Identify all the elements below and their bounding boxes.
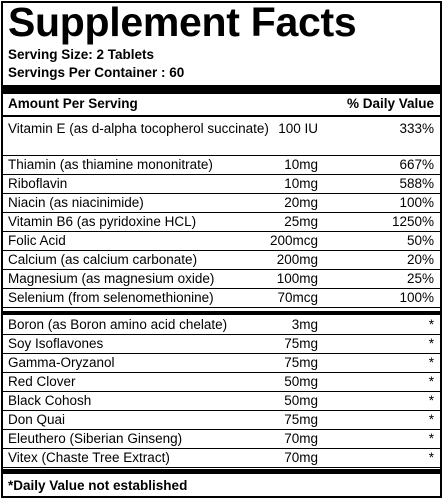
ingredient-amount: 50mg xyxy=(284,374,318,389)
ingredient-name: Gamma-Oryzanol xyxy=(8,355,115,370)
ingredient-daily-value: 1250% xyxy=(391,214,434,229)
header-divider xyxy=(3,115,440,117)
ingredient-daily-value: 667% xyxy=(399,157,434,172)
ingredient-name: Eleuthero (Siberian Ginseng) xyxy=(8,431,183,446)
ingredient-daily-value: 50% xyxy=(406,233,434,248)
ingredient-amount: 50mg xyxy=(284,393,318,408)
ingredient-amount: 10mg xyxy=(284,176,318,191)
table-row xyxy=(3,316,440,335)
ingredient-name: Calcium (as calcium carbonate) xyxy=(8,252,198,267)
amount-per-serving-header: Amount Per Serving xyxy=(8,96,138,111)
ingredient-amount: 75mg xyxy=(284,412,318,427)
ingredient-amount: 10mg xyxy=(284,157,318,172)
table-row xyxy=(3,270,440,289)
ingredient-name: Vitamin B6 (as pyridoxine HCL) xyxy=(8,214,197,229)
ingredient-amount: 3mg xyxy=(291,317,318,332)
ingredient-daily-value: * xyxy=(428,336,434,351)
servings-per-container: Servings Per Container : 60 xyxy=(8,65,185,80)
serving-size: Serving Size: 2 Tablets xyxy=(8,47,155,62)
table-row xyxy=(3,156,440,175)
table-row xyxy=(3,194,440,213)
ingredient-name: Vitex (Chaste Tree Extract) xyxy=(8,450,170,465)
ingredient-name: Niacin (as niacinimide) xyxy=(8,195,144,210)
table-row xyxy=(3,120,440,156)
table-row xyxy=(3,213,440,232)
ingredient-name: Thiamin (as thiamine mononitrate) xyxy=(8,157,213,172)
ingredient-amount: 70mcg xyxy=(277,290,318,305)
ingredient-amount: 100 IU xyxy=(278,121,318,136)
ingredient-daily-value: 333% xyxy=(399,121,434,136)
supplement-facts-panel xyxy=(1,1,442,498)
table-row xyxy=(3,449,440,468)
table-row xyxy=(3,289,440,308)
ingredient-name: Boron (as Boron amino acid chelate) xyxy=(8,317,228,332)
table-row xyxy=(3,335,440,354)
ingredient-name: Black Cohosh xyxy=(8,393,92,408)
ingredient-daily-value: 20% xyxy=(406,252,434,267)
ingredient-name: Red Clover xyxy=(8,374,76,389)
ingredient-daily-value: 25% xyxy=(406,271,434,286)
table-row xyxy=(3,411,440,430)
ingredient-amount: 75mg xyxy=(284,336,318,351)
ingredient-amount: 70mg xyxy=(284,431,318,446)
thick-divider-top xyxy=(3,85,440,94)
ingredient-daily-value: * xyxy=(428,412,434,427)
ingredient-name: Magnesium (as magnesium oxide) xyxy=(8,271,215,286)
ingredient-name: Folic Acid xyxy=(8,233,66,248)
ingredient-amount: 20mg xyxy=(284,195,318,210)
panel-title: Supplement Facts xyxy=(8,0,357,45)
ingredient-name: Soy Isoflavones xyxy=(8,336,104,351)
ingredient-daily-value: 588% xyxy=(399,176,434,191)
table-row xyxy=(3,251,440,270)
table-row xyxy=(3,430,440,449)
ingredient-daily-value: * xyxy=(428,374,434,389)
ingredient-daily-value: * xyxy=(428,393,434,408)
table-row xyxy=(3,175,440,194)
ingredient-amount: 25mg xyxy=(284,214,318,229)
table-row xyxy=(3,232,440,251)
footnote: *Daily Value not established xyxy=(8,478,188,493)
thick-divider-middle xyxy=(3,311,440,315)
ingredient-name: Vitamin E (as d-alpha tocopherol succinate) xyxy=(8,121,269,136)
ingredient-name: Riboflavin xyxy=(8,176,68,191)
ingredient-daily-value: * xyxy=(428,431,434,446)
ingredient-daily-value: * xyxy=(428,355,434,370)
ingredient-name: Don Quai xyxy=(8,412,66,427)
table-row xyxy=(3,354,440,373)
table-row xyxy=(3,373,440,392)
ingredient-daily-value: * xyxy=(428,317,434,332)
ingredient-amount: 75mg xyxy=(284,355,318,370)
ingredient-amount: 200mg xyxy=(276,252,318,267)
ingredient-amount: 200mcg xyxy=(269,233,318,248)
ingredient-daily-value: 100% xyxy=(399,290,434,305)
ingredient-amount: 70mg xyxy=(284,450,318,465)
ingredient-name: Selenium (from selenomethionine) xyxy=(8,290,214,305)
thick-divider-bottom xyxy=(3,469,440,474)
daily-value-header: % Daily Value xyxy=(346,96,434,111)
ingredient-amount: 100mg xyxy=(276,271,318,286)
ingredient-daily-value: 100% xyxy=(399,195,434,210)
table-row xyxy=(3,392,440,411)
ingredient-daily-value: * xyxy=(428,450,434,465)
